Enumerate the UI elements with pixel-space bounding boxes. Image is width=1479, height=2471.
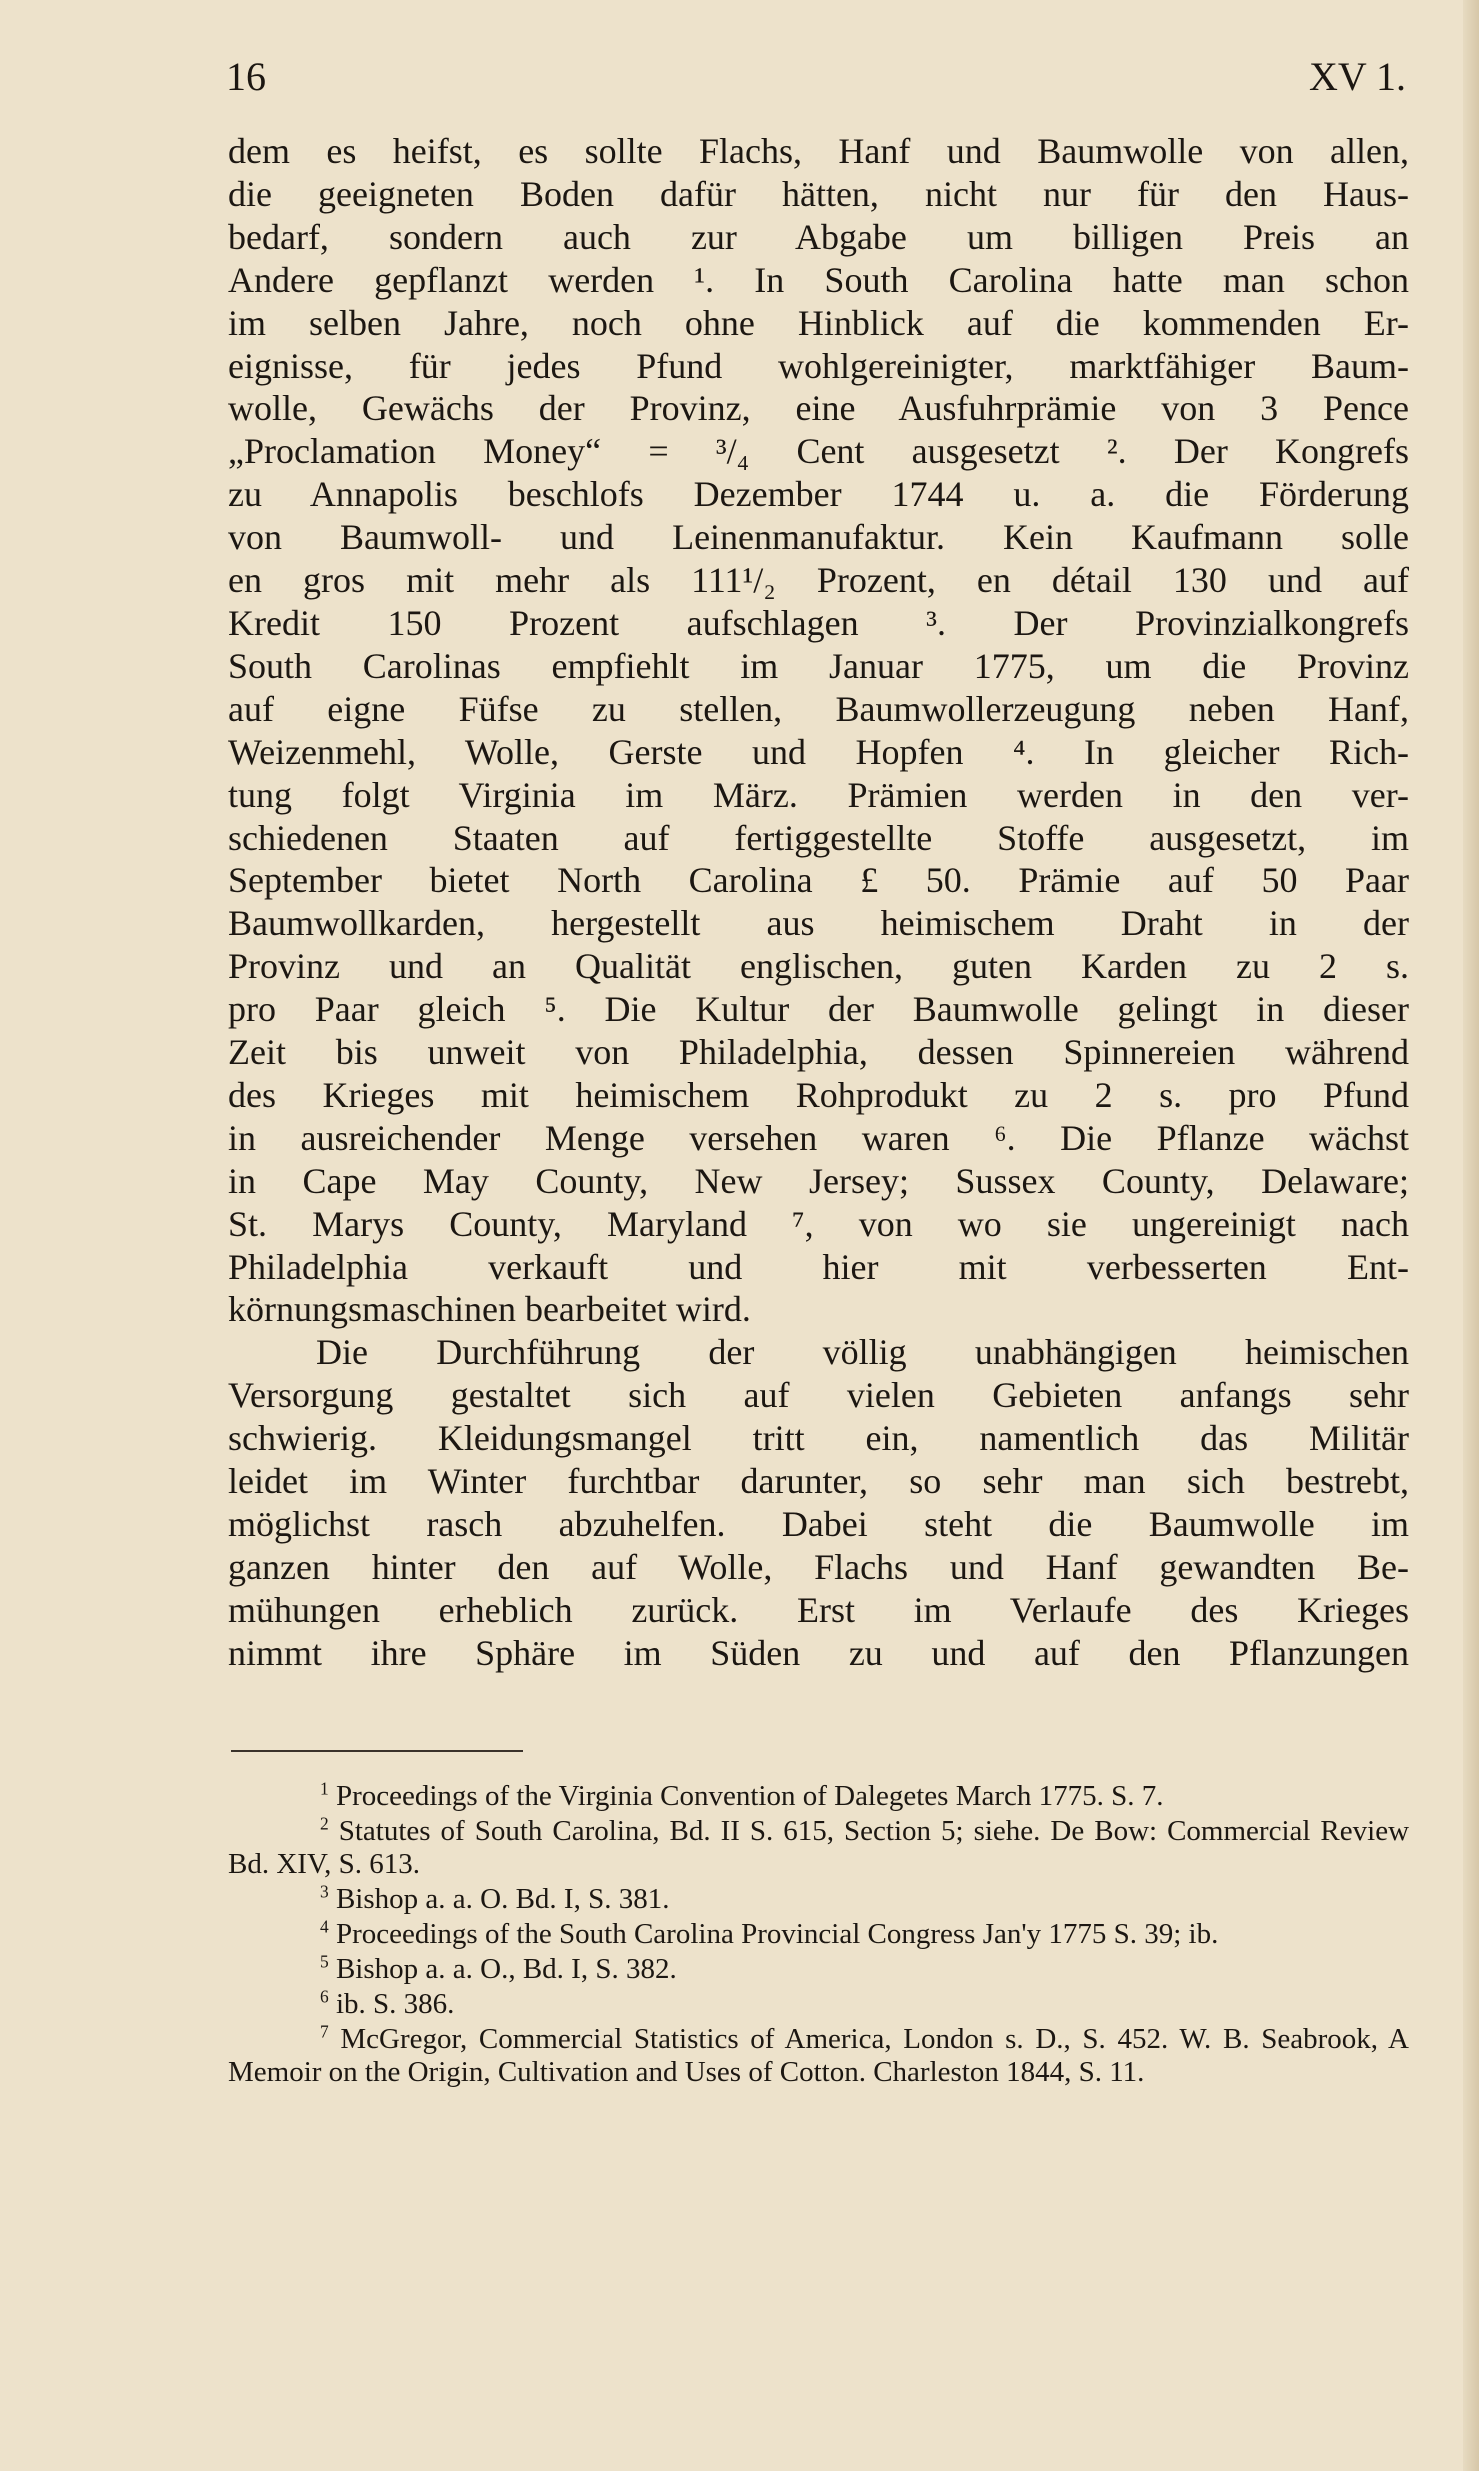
body-line: auf eigne Füfse zu stellen, Baumwollerzeugung neben Hanf, (228, 688, 1409, 729)
body-line: schwierig. Kleidungsmangel tritt ein, namentlich das Militär (228, 1418, 1409, 1459)
footnote (228, 1780, 1409, 1813)
footnote (228, 2023, 1409, 2089)
body-line: Andere gepflanzt werden ¹. In South Carolina hatte man schon (228, 259, 1409, 300)
page-edge-shadow (1463, 0, 1479, 2471)
body-line: Kredit 150 Prozent aufschlagen ³. Der Provinzialkongrefs (228, 602, 1409, 643)
body-line: September bietet North Carolina £ 50. Prämie auf 50 Paar (228, 860, 1409, 901)
body-line: des Krieges mit heimischem Rohprodukt zu 2 s. pro Pfund (228, 1074, 1409, 1115)
footnote-marker: 5 (320, 1951, 329, 1972)
body-line: in Cape May County, New Jersey; Sussex County, Delaware; (228, 1160, 1409, 1201)
footnote-text: McGregor, Commercial Statistics of America, London s. D., S. 452. W. B. Seabrook, A Memoir on the Origin, Cultivation and Uses of Cotton. Charleston 1844, S. 11. (228, 2023, 1410, 2088)
body-line: schiedenen Staaten auf fertiggestellte Stoffe ausgesetzt, im (228, 817, 1409, 858)
body-line: im selben Jahre, noch ohne Hinblick auf die kommenden Er- (228, 302, 1409, 343)
body-line: Philadelphia verkauft und hier mit verbesserten Ent- (228, 1246, 1409, 1287)
body-line: leidet im Winter furchtbar darunter, so sehr man sich bestrebt, (228, 1461, 1409, 1502)
footnote-marker: 6 (320, 1986, 329, 2007)
body-line: „Proclamation Money“ = ³/₄ Cent ausgesetzt ². Der Kongrefs (228, 431, 1409, 472)
footnote (228, 1988, 1409, 2021)
body-line: eignisse, für jedes Pfund wohlgereinigter, marktfähiger Baum- (228, 345, 1409, 386)
body-line: St. Marys County, Maryland ⁷, von wo sie ungereinigt nach (228, 1203, 1409, 1244)
body-line: en gros mit mehr als 111¹/₂ Prozent, en détail 130 und auf (228, 560, 1409, 601)
footnotes (228, 1780, 1409, 2091)
body-line: mühungen erheblich zurück. Erst im Verlaufe des Krieges (228, 1589, 1409, 1630)
footnote-separator (231, 1750, 523, 1752)
body-line: Die Durchführung der völlig unabhängigen heimischen (316, 1332, 1409, 1373)
body-line: möglichst rasch abzuhelfen. Dabei steht die Baumwolle im (228, 1504, 1409, 1544)
body-line: Baumwollkarden, hergestellt aus heimischem Draht in der (228, 903, 1409, 944)
body-line: ganzen hinter den auf Wolle, Flachs und Hanf gewandten Be- (228, 1546, 1409, 1587)
footnote-text: Bishop a. a. O., Bd. I, S. 382. (335, 1953, 677, 1985)
body-line: körnungsmaschinen bearbeitet wird. (228, 1289, 751, 1330)
body-text (228, 130, 1409, 1675)
body-line: die geeigneten Boden dafür hätten, nicht nur für den Haus- (228, 173, 1409, 214)
body-line: in ausreichender Menge versehen waren ⁶. Die Pflanze wächst (228, 1117, 1409, 1158)
page-number: 16 (226, 54, 266, 99)
footnote-text: Proceedings of the Virginia Convention of Dalegetes March 1775. S. 7. (335, 1780, 1164, 1812)
footnote (228, 1918, 1409, 1951)
body-line: von Baumwoll- und Leinenmanufaktur. Kein Kaufmann solle (228, 517, 1409, 558)
footnote-marker: 1 (320, 1778, 329, 1799)
body-line: Weizenmehl, Wolle, Gerste und Hopfen ⁴. In gleicher Rich- (228, 731, 1409, 772)
footnote-marker: 2 (320, 1813, 329, 1834)
body-line: South Carolinas empfiehlt im Januar 1775, um die Provinz (228, 645, 1409, 686)
footnote-text: Bishop a. a. O. Bd. I, S. 381. (335, 1883, 670, 1915)
footnote (228, 1815, 1409, 1881)
body-line: tung folgt Virginia im März. Prämien werden in den ver- (228, 774, 1409, 815)
body-line: Provinz und an Qualität englischen, guten Karden zu 2 s. (228, 946, 1409, 987)
body-line: bedarf, sondern auch zur Abgabe um billigen Preis an (228, 216, 1409, 257)
footnote-marker: 3 (320, 1881, 329, 1902)
body-line: pro Paar gleich ⁵. Die Kultur der Baumwolle gelingt in dieser (228, 989, 1409, 1030)
footnote (228, 1953, 1409, 1986)
footnote (228, 1883, 1409, 1916)
footnote-text: ib. S. 386. (335, 1988, 455, 2020)
body-line: Zeit bis unweit von Philadelphia, dessen Spinnereien während (228, 1032, 1409, 1073)
body-line: nimmt ihre Sphäre im Süden zu und auf den Pflanzungen (228, 1632, 1409, 1673)
body-line: Versorgung gestaltet sich auf vielen Gebieten anfangs sehr (228, 1375, 1409, 1416)
footnote-marker: 7 (320, 2021, 329, 2042)
body-line: zu Annapolis beschlofs Dezember 1744 u. a. die Förderung (228, 474, 1409, 515)
footnote-marker: 4 (320, 1916, 329, 1937)
body-line: dem es heifst, es sollte Flachs, Hanf und Baumwolle von allen, (228, 131, 1409, 171)
page-header (226, 52, 1406, 102)
footnote-text: Statutes of South Carolina, Bd. II S. 615, Section 5; siehe. De Bow: Commercial Review Bd. XIV, S. 613. (228, 1815, 1410, 1880)
footnote-text: Proceedings of the South Carolina Provincial Congress Jan'y 1775 S. 39; ib. (335, 1918, 1219, 1950)
body-line: wolle, Gewächs der Provinz, eine Ausfuhrprämie von 3 Pence (228, 388, 1409, 429)
running-head: XV 1. (1308, 54, 1406, 99)
